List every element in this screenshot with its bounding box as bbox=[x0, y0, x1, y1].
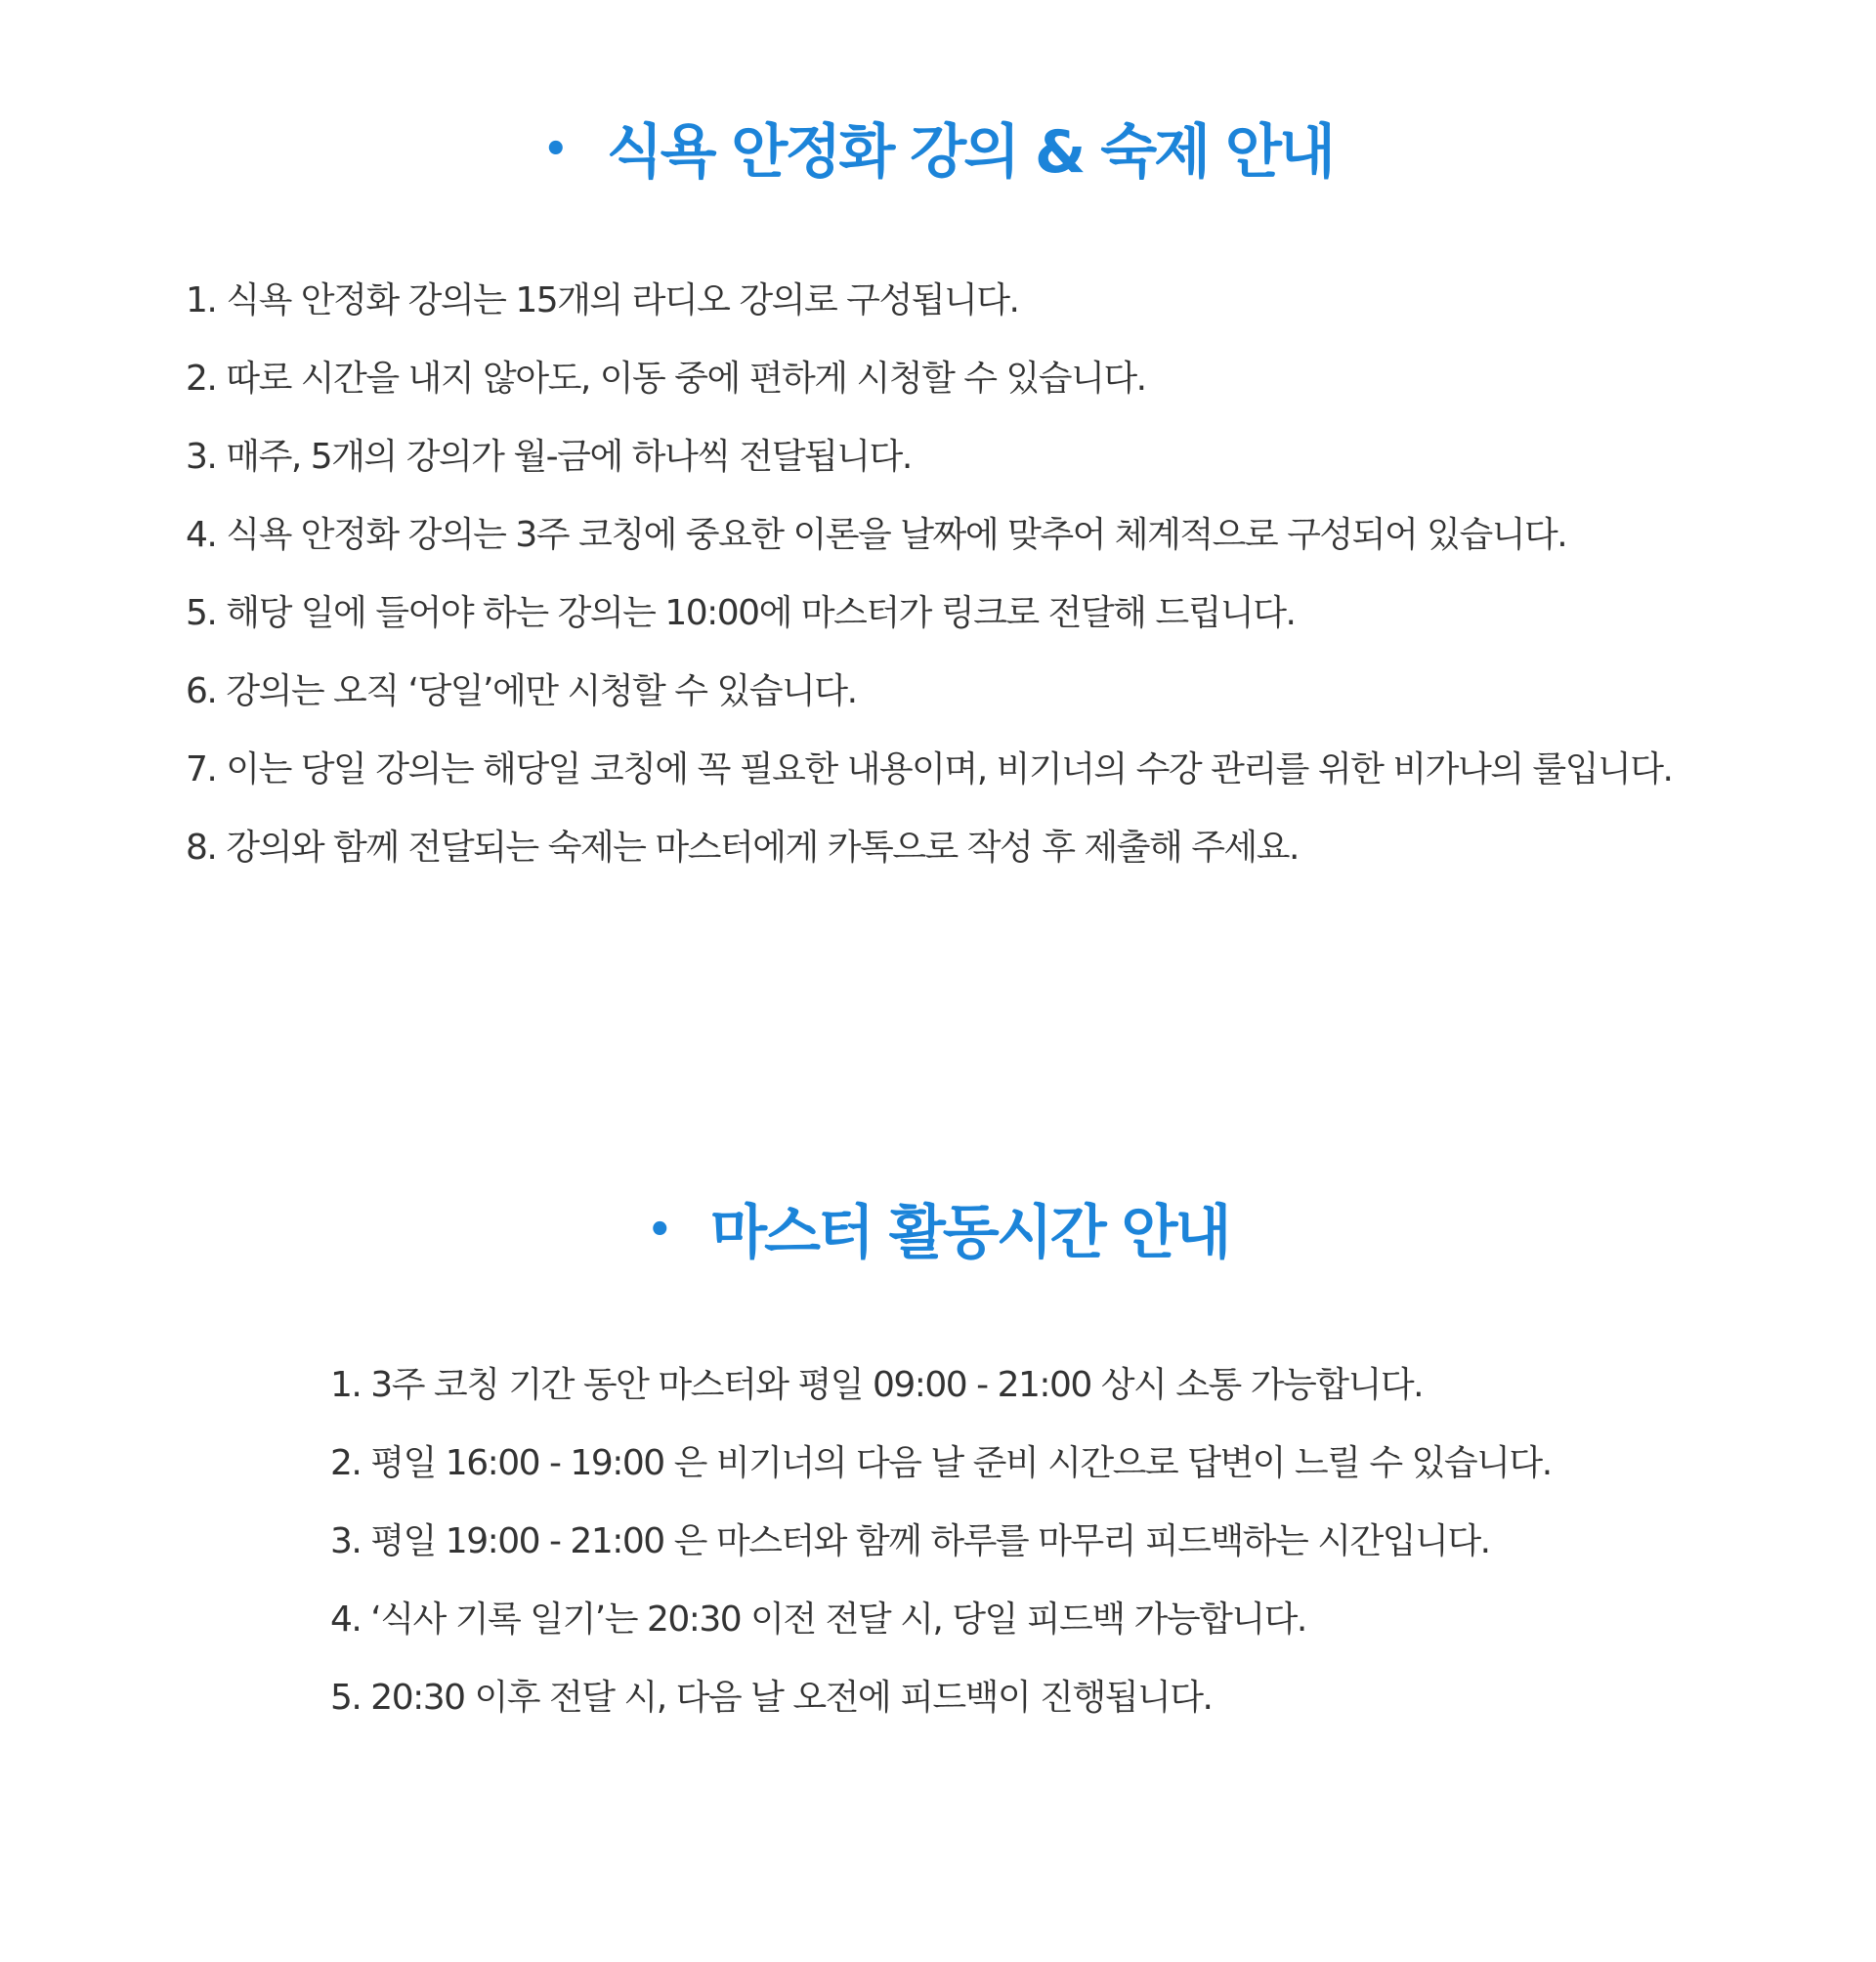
section-title-text: 식욕 안정화 강의 & 숙제 안내 bbox=[606, 117, 1333, 187]
list-item: 3. 매주, 5개의 강의가 월-금에 하나씩 전달됩니다. bbox=[186, 437, 912, 477]
list-item: 5. 해당 일에 들어야 하는 강의는 10:00에 마스터가 링크로 전달해 드립니다. bbox=[186, 593, 1296, 633]
list-item: 8. 강의와 함께 전달되는 숙제는 마스터에게 카톡으로 작성 후 제출해 주세요. bbox=[186, 828, 1300, 868]
list-item: 2. 평일 16:00 - 19:00 은 비기너의 다음 날 준비 시간으로 답변이 느릴 수 있습니다. bbox=[330, 1443, 1552, 1483]
list-item: 3. 평일 19:00 - 21:00 은 마스터와 함께 하루를 마무리 피드백하는 시간입니다. bbox=[330, 1521, 1490, 1561]
lecture-notice-list bbox=[186, 262, 1672, 887]
list-item: 5. 20:30 이후 전달 시, 다음 날 오전에 피드백이 진행됩니다. bbox=[330, 1678, 1213, 1718]
list-item: 1. 식욕 안정화 강의는 15개의 라디오 강의로 구성됩니다. bbox=[186, 280, 1019, 320]
list-item: 4. ‘식사 기록 일기’는 20:30 이전 전달 시, 당일 피드백 가능합니다. bbox=[330, 1599, 1306, 1640]
master-hours-list bbox=[330, 1346, 1552, 1737]
bullet-icon: • bbox=[543, 127, 566, 173]
section-title-lecture-homework bbox=[0, 113, 1876, 194]
section-title-master-hours bbox=[0, 1194, 1876, 1275]
bullet-icon: • bbox=[647, 1208, 670, 1254]
list-item: 1. 3주 코칭 기간 동안 마스터와 평일 09:00 - 21:00 상시 소통 가능합니다. bbox=[330, 1365, 1424, 1405]
list-item: 4. 식욕 안정화 강의는 3주 코칭에 중요한 이론을 날짜에 맞추어 체계적으로 구성되어 있습니다. bbox=[186, 515, 1567, 555]
list-item: 7. 이는 당일 강의는 해당일 코칭에 꼭 필요한 내용이며, 비기너의 수강 관리를 위한 비가나의 룰입니다. bbox=[186, 749, 1673, 789]
section-title-text: 마스터 활동시간 안내 bbox=[710, 1198, 1229, 1267]
list-item: 2. 따로 시간을 내지 않아도, 이동 중에 편하게 시청할 수 있습니다. bbox=[186, 359, 1146, 399]
list-item: 6. 강의는 오직 ‘당일’에만 시청할 수 있습니다. bbox=[186, 671, 857, 711]
